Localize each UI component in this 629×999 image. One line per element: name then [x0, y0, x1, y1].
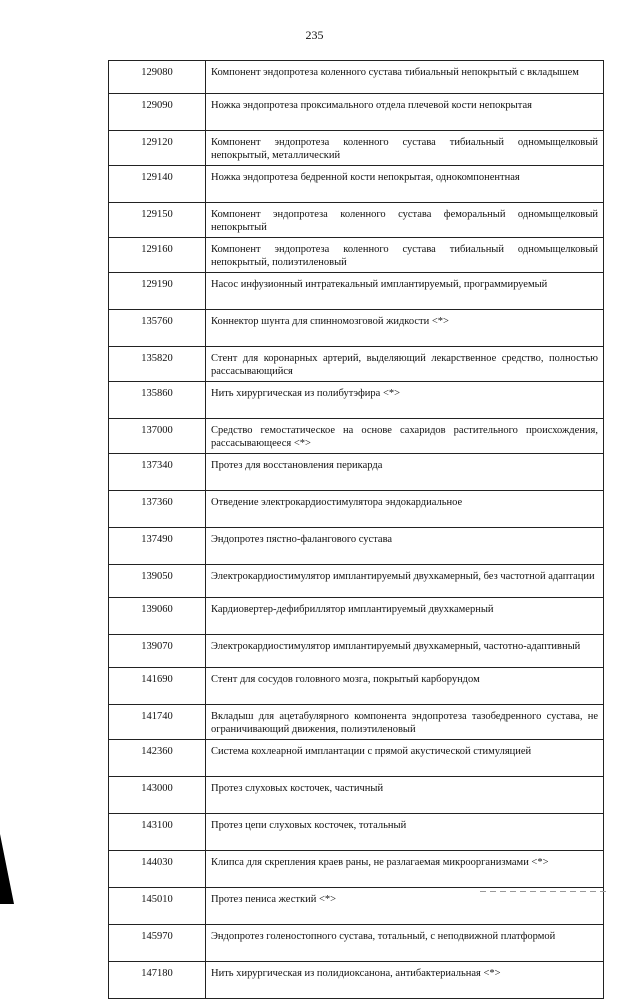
device-description-cell: Нить хирургическая из полидиоксанона, антибактериальная <*> [206, 962, 604, 999]
device-description-cell: Компонент эндопротеза коленного сустава тибиальный одномыщелковый непокрытый, полиэтиленовый [206, 238, 604, 273]
device-description-cell: Протез для восстановления перикарда [206, 454, 604, 491]
device-description-cell: Протез пениса жесткий <*> [206, 888, 604, 925]
device-description-cell: Коннектор шунта для спинномозговой жидкости <*> [206, 310, 604, 347]
device-description-cell: Эндопротез голеностопного сустава, тотальный, с неподвижной платформой [206, 925, 604, 962]
scan-edge-shadow [0, 834, 14, 904]
table-row [109, 925, 604, 962]
device-code-cell: 135860 [109, 382, 206, 419]
device-code-cell: 135760 [109, 310, 206, 347]
device-description-cell: Нить хирургическая из полибутэфира <*> [206, 382, 604, 419]
device-description-cell: Электрокардиостимулятор имплантируемый двухкамерный, без частотной адаптации [206, 565, 604, 598]
device-code-cell: 129120 [109, 131, 206, 166]
page-number: 235 [305, 28, 324, 42]
device-description-cell: Система кохлеарной имплантации с прямой акустической стимуляцией [206, 740, 604, 777]
table-row [109, 273, 604, 310]
device-description-cell: Отведение электрокардиостимулятора эндокардиальное [206, 491, 604, 528]
table-row [109, 528, 604, 565]
device-description-cell: Вкладыш для ацетабулярного компонента эндопротеза тазобедренного сустава, не ограничивающий движения, полиэтиленовый [206, 705, 604, 740]
table-row [109, 131, 604, 166]
device-code-cell: 147180 [109, 962, 206, 999]
scan-edge-line [480, 891, 610, 892]
table-body [109, 61, 604, 999]
device-code-cell: 143000 [109, 777, 206, 814]
table-row [109, 94, 604, 131]
table-row [109, 635, 604, 668]
table-row [109, 454, 604, 491]
device-code-cell: 139050 [109, 565, 206, 598]
device-code-cell: 129080 [109, 61, 206, 94]
table-row [109, 962, 604, 999]
device-code-cell: 139070 [109, 635, 206, 668]
table-row [109, 61, 604, 94]
table-row [109, 310, 604, 347]
table-row [109, 203, 604, 238]
table-row [109, 598, 604, 635]
table-row [109, 668, 604, 705]
device-code-cell: 129160 [109, 238, 206, 273]
device-description-cell: Средство гемостатическое на основе сахаридов растительного происхождения, рассасывающееся <*> [206, 419, 604, 454]
device-code-cell: 145010 [109, 888, 206, 925]
device-description-cell: Компонент эндопротеза коленного сустава тибиальный непокрытый с вкладышем [206, 61, 604, 94]
table-row [109, 740, 604, 777]
table-row [109, 705, 604, 740]
device-code-cell: 137360 [109, 491, 206, 528]
device-code-cell: 141690 [109, 668, 206, 705]
device-code-cell: 137490 [109, 528, 206, 565]
table-row [109, 565, 604, 598]
device-code-cell: 142360 [109, 740, 206, 777]
device-code-cell: 129140 [109, 166, 206, 203]
device-description-cell: Электрокардиостимулятор имплантируемый двухкамерный, частотно-адаптивный [206, 635, 604, 668]
table-row [109, 491, 604, 528]
table-row [109, 419, 604, 454]
device-code-cell: 137000 [109, 419, 206, 454]
table-row [109, 382, 604, 419]
table-row [109, 851, 604, 888]
device-code-cell: 135820 [109, 347, 206, 382]
device-description-cell: Компонент эндопротеза коленного сустава феморальный одномыщелковый непокрытый [206, 203, 604, 238]
table-row [109, 888, 604, 925]
device-description-cell: Стент для коронарных артерий, выделяющий лекарственное средство, полностью рассасывающийся [206, 347, 604, 382]
device-code-cell: 139060 [109, 598, 206, 635]
device-description-cell: Эндопротез пястно-фалангового сустава [206, 528, 604, 565]
device-code-cell: 144030 [109, 851, 206, 888]
device-code-cell: 129190 [109, 273, 206, 310]
table-row [109, 166, 604, 203]
medical-device-table [108, 60, 604, 999]
device-description-cell: Ножка эндопротеза бедренной кости непокрытая, однокомпонентная [206, 166, 604, 203]
device-description-cell: Клипса для скрепления краев раны, не разлагаемая микроорганизмами <*> [206, 851, 604, 888]
device-description-cell: Стент для сосудов головного мозга, покрытый карборундом [206, 668, 604, 705]
table-row [109, 814, 604, 851]
device-description-cell: Компонент эндопротеза коленного сустава тибиальный одномыщелковый непокрытый, металлический [206, 131, 604, 166]
device-description-cell: Кардиовертер-дефибриллятор имплантируемый двухкамерный [206, 598, 604, 635]
device-code-cell: 137340 [109, 454, 206, 491]
device-description-cell: Протез слуховых косточек, частичный [206, 777, 604, 814]
device-code-cell: 129150 [109, 203, 206, 238]
device-code-cell: 145970 [109, 925, 206, 962]
device-description-cell: Протез цепи слуховых косточек, тотальный [206, 814, 604, 851]
device-code-cell: 143100 [109, 814, 206, 851]
table-row [109, 777, 604, 814]
table-row [109, 347, 604, 382]
table-row [109, 238, 604, 273]
device-code-cell: 141740 [109, 705, 206, 740]
device-description-cell: Ножка эндопротеза проксимального отдела плечевой кости непокрытая [206, 94, 604, 131]
device-description-cell: Насос инфузионный интратекальный имплантируемый, программируемый [206, 273, 604, 310]
device-code-cell: 129090 [109, 94, 206, 131]
